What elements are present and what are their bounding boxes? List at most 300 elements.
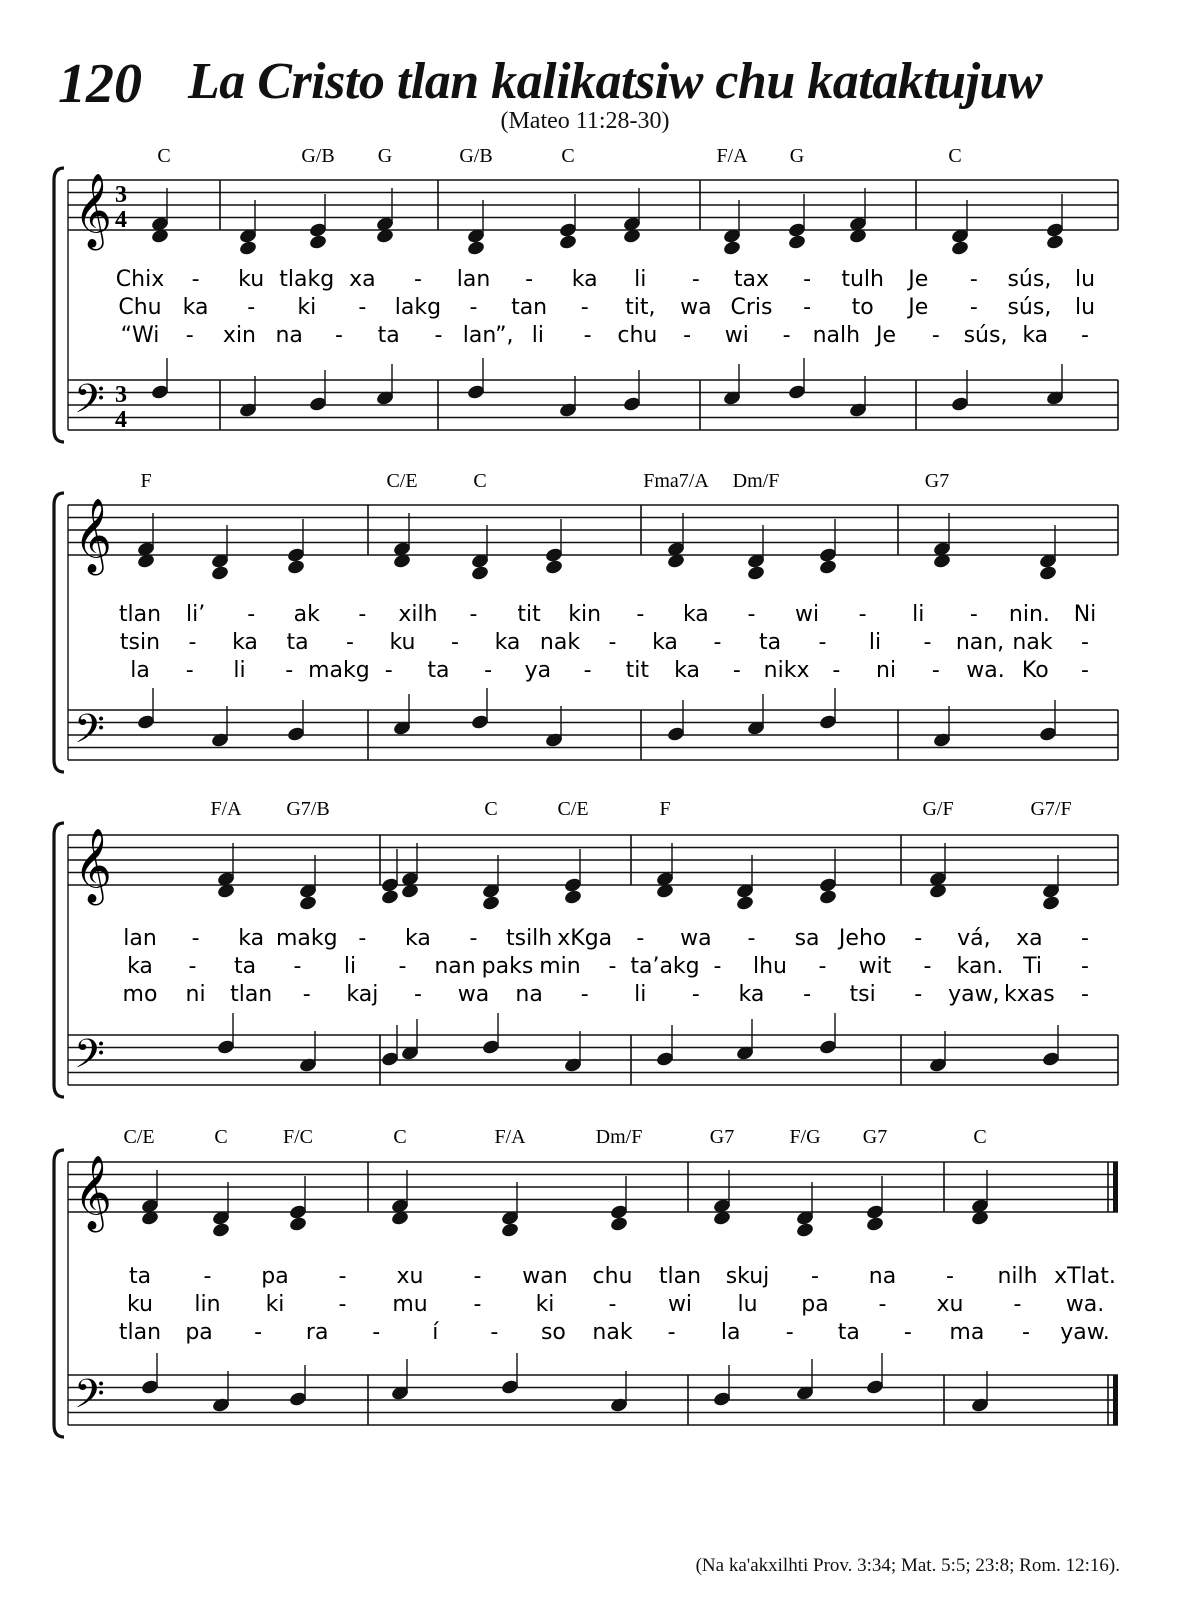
lyric-hyphen: - [338, 1264, 347, 1289]
lyric-syllable: tit, [625, 295, 656, 320]
lyric-syllable: lhu [753, 954, 787, 979]
system-1 [54, 145, 1118, 442]
notehead [467, 240, 485, 256]
lyric-hyphen: - [667, 1320, 676, 1345]
lyric-syllable: wa [457, 982, 490, 1007]
lyric-hyphen: - [580, 295, 589, 320]
lyric-hyphen: - [683, 323, 692, 348]
lyric-hyphen: - [191, 267, 200, 292]
lyric-syllable: tan [511, 295, 548, 320]
lyric-syllable: wa. [1065, 1292, 1105, 1317]
lyric-hyphen: - [931, 658, 940, 683]
notehead [545, 559, 563, 575]
lyric-syllable: Ko [1021, 658, 1049, 683]
lyric-syllable: tit [625, 658, 650, 683]
lyric-hyphen: - [413, 267, 422, 292]
lyric-hyphen: - [691, 267, 700, 292]
chord-symbol: F/C [282, 1126, 314, 1148]
lyric-syllable: li [868, 630, 882, 655]
chord-symbol: C [484, 798, 498, 820]
lyric-syllable: sa [794, 926, 820, 951]
system-bracket [54, 823, 64, 1097]
lyric-hyphen: - [413, 982, 422, 1007]
lyric-syllable: ka [738, 982, 765, 1007]
lyric-syllable: xKga [557, 926, 613, 951]
lyric-syllable: ni [876, 658, 897, 683]
notehead [736, 895, 754, 911]
lyric-hyphen: - [434, 323, 443, 348]
lyric-syllable: ka [682, 602, 709, 627]
notehead [788, 234, 806, 250]
lyric-syllable: wi [667, 1292, 693, 1317]
notehead [564, 889, 582, 905]
treble-clef-icon: 𝄞 [74, 174, 112, 248]
lyric-hyphen: - [636, 602, 645, 627]
lyric-syllable: nan, [955, 630, 1005, 655]
lyric-hyphen: - [832, 658, 841, 683]
lyric-hyphen: - [1081, 323, 1089, 348]
lyric-syllable: kxas [1004, 982, 1055, 1007]
lyric-syllable: lan [123, 926, 157, 951]
lyric-syllable: í [432, 1320, 439, 1345]
lyric-syllable: lin [194, 1292, 221, 1317]
notehead [559, 234, 577, 250]
lyric-syllable: tlan [118, 602, 162, 627]
lyric-syllable: li [531, 323, 545, 348]
lyric-hyphen: - [1081, 926, 1089, 951]
system-3 [54, 798, 1118, 1097]
chord-symbol: C [973, 1126, 987, 1148]
lyric-syllable: tax [733, 267, 770, 292]
lyric-syllable: sús, [963, 323, 1008, 348]
lyric-syllable: ta [286, 630, 309, 655]
footnote-references: (Na ka'akxilhti Prov. 3:34; Mat. 5:5; 23:8; Rom. 12:16). [695, 1555, 1120, 1576]
lyric-syllable: Je [908, 295, 929, 320]
lyric-syllable: tlakg [279, 267, 335, 292]
lyric-hyphen: - [583, 323, 592, 348]
lyric-syllable: sús, [1007, 295, 1052, 320]
lyric-syllable: nak [592, 1320, 633, 1345]
treble-clef-icon: 𝄞 [74, 499, 112, 573]
chord-symbol: G7 [709, 1126, 735, 1148]
lyric-hyphen: - [185, 323, 194, 348]
chord-symbol: G7 [862, 1126, 888, 1148]
lyric-hyphen: - [713, 630, 722, 655]
lyric-syllable: wan [522, 1264, 568, 1289]
lyric-hyphen: - [1021, 1320, 1030, 1345]
lyric-hyphen: - [691, 982, 700, 1007]
lyric-hyphen: - [608, 954, 617, 979]
lyric-hyphen: - [338, 1292, 347, 1317]
notehead [471, 565, 489, 581]
lyric-hyphen: - [914, 982, 923, 1007]
notehead [610, 1216, 628, 1232]
lyric-hyphen: - [302, 982, 311, 1007]
lyric-syllable: nan [434, 954, 476, 979]
lyric-syllable: tulh [841, 267, 884, 292]
notehead [239, 240, 257, 256]
lyric-hyphen: - [334, 323, 343, 348]
notehead [212, 1222, 230, 1238]
final-barline-thick [1113, 1162, 1118, 1212]
chord-symbol: C [157, 145, 171, 167]
lyric-hyphen: - [923, 630, 932, 655]
lyric-syllable: ta [128, 1264, 152, 1289]
lyric-syllable: ki [535, 1292, 555, 1317]
lyric-hyphen: - [247, 295, 256, 320]
chord-symbol: G [377, 145, 393, 167]
lyric-syllable: chu [617, 323, 658, 348]
lyric-syllable: ka [494, 630, 521, 655]
lyric-syllable: xa [349, 267, 376, 292]
lyric-hyphen: - [583, 658, 592, 683]
system-bracket [54, 493, 64, 772]
notehead [482, 895, 500, 911]
lyric-syllable: li [912, 602, 925, 627]
lyric-syllable: ka [652, 630, 678, 655]
lyric-hyphen: - [923, 954, 932, 979]
lyric-hyphen: - [473, 1292, 482, 1317]
notehead [819, 889, 837, 905]
chord-symbol: G/B [301, 145, 335, 167]
lyric-syllable: nak [1012, 630, 1053, 655]
lyric-syllable: ak [293, 602, 320, 627]
lyric-hyphen: - [914, 926, 923, 951]
chord-symbol: C [561, 145, 575, 167]
lyric-syllable: kaj [346, 982, 379, 1007]
chord-symbol: G/F [922, 798, 954, 820]
lyric-syllable: chu [592, 1264, 633, 1289]
lyric-hyphen: - [747, 926, 756, 951]
lyric-syllable: la [720, 1320, 741, 1345]
lyric-syllable: wi [795, 602, 820, 627]
lyric-hyphen: - [608, 630, 617, 655]
lyric-hyphen: - [1081, 954, 1089, 979]
lyric-hyphen: - [969, 267, 978, 292]
lyric-syllable: Ni [1073, 602, 1097, 627]
lyric-syllable: na [275, 323, 303, 348]
lyric-hyphen: - [358, 602, 367, 627]
lyric-syllable: la [130, 658, 150, 683]
lyric-syllable: Je [908, 267, 929, 292]
lyric-syllable: lu [737, 1292, 758, 1317]
lyric-syllable: xu [936, 1292, 964, 1317]
lyric-syllable: xilh [398, 602, 438, 627]
lyric-hyphen: - [713, 954, 722, 979]
notehead [211, 565, 229, 581]
chord-symbol: Dm/F [595, 1126, 643, 1148]
lyric-syllable: ki [265, 1292, 285, 1317]
lyric-syllable: Je [876, 323, 897, 348]
bass-clef-icon: 𝄢 [74, 376, 105, 432]
lyric-syllable: lu [1074, 295, 1096, 320]
bass-clef-icon: 𝄢 [74, 706, 105, 762]
lyric-syllable: xin [222, 323, 257, 348]
lyric-hyphen: - [247, 602, 256, 627]
lyric-syllable: ku [389, 630, 416, 655]
time-signature-bottom: 4 [115, 207, 127, 233]
lyric-syllable: xa [1016, 926, 1043, 951]
chord-symbol: C [948, 145, 962, 167]
lyric-syllable: mo [122, 982, 158, 1007]
chord-symbol: F/A [210, 798, 242, 820]
lyric-hyphen: - [903, 1320, 912, 1345]
lyric-hyphen: - [398, 954, 407, 979]
lyric-hyphen: - [285, 658, 294, 683]
lyric-syllable: tsilh [505, 926, 553, 951]
lyric-syllable: ka [571, 267, 598, 292]
lyric-syllable: makg [275, 926, 338, 951]
time-signature-top: 3 [115, 382, 127, 408]
lyric-hyphen: - [803, 267, 812, 292]
time-signature-bottom: 4 [115, 407, 127, 433]
lyric-syllable: ki [297, 295, 317, 320]
lyric-hyphen: - [785, 1320, 794, 1345]
lyric-syllable: tsin [119, 630, 161, 655]
notehead [866, 1216, 884, 1232]
lyric-syllable: pa [801, 1292, 829, 1317]
lyric-syllable: mu [392, 1292, 428, 1317]
lyric-syllable: li [634, 982, 647, 1007]
lyric-hyphen: - [484, 658, 493, 683]
lyric-hyphen: - [451, 630, 459, 655]
chord-symbol: G/B [459, 145, 493, 167]
chord-symbol: F/A [716, 145, 748, 167]
system-4 [54, 1126, 1118, 1437]
lyric-hyphen: - [188, 954, 197, 979]
lyric-syllable: lan [456, 267, 491, 292]
time-signature-top: 3 [115, 182, 127, 208]
lyric-hyphen: - [878, 1292, 887, 1317]
notehead [289, 1216, 307, 1232]
chord-symbol: C [393, 1126, 407, 1148]
lyric-syllable: ka [674, 658, 701, 683]
lyric-hyphen: - [254, 1320, 263, 1345]
lyric-syllable: wi [724, 323, 749, 348]
lyric-syllable: kan. [956, 954, 1004, 979]
notehead [796, 1222, 814, 1238]
lyric-syllable: pa [185, 1320, 213, 1345]
lyric-syllable: Jeho [838, 926, 887, 951]
lyric-syllable: wit [858, 954, 892, 979]
system-bracket [54, 168, 64, 442]
lyric-hyphen: - [636, 926, 645, 951]
lyric-syllable: ta [233, 954, 257, 979]
lyric-syllable: sús, [1007, 267, 1052, 292]
lyric-syllable: tlan [658, 1264, 702, 1289]
lyric-syllable: li [233, 658, 246, 683]
lyric-hyphen: - [473, 1264, 482, 1289]
chord-symbol: C/E [557, 798, 589, 820]
lyric-syllable: tsi [849, 982, 876, 1007]
system-bracket [54, 1150, 64, 1437]
lyric-syllable: Chix [115, 267, 165, 292]
lyric-syllable: wa. [966, 658, 1005, 683]
lyric-hyphen: - [358, 295, 367, 320]
lyric-hyphen: - [191, 926, 200, 951]
lyric-syllable: li’ [185, 602, 206, 627]
notehead [309, 234, 327, 250]
hymn-number: 120 [58, 53, 142, 115]
lyric-hyphen: - [469, 295, 478, 320]
lyric-syllable: tlan [118, 1320, 162, 1345]
lyric-syllable: tlan [230, 982, 273, 1007]
lyric-syllable: ya [524, 658, 552, 683]
lyric-hyphen: - [1081, 982, 1089, 1007]
lyric-syllable: nak [539, 630, 581, 655]
lyric-hyphen: - [469, 926, 478, 951]
lyric-syllable: paks [481, 954, 534, 979]
lyric-syllable: ta [377, 323, 400, 348]
lyric-syllable: so [540, 1320, 566, 1345]
lyric-syllable: ra [305, 1320, 329, 1345]
lyric-syllable: vá, [957, 926, 991, 951]
lyric-syllable: na [868, 1264, 897, 1289]
lyric-syllable: ku [238, 267, 265, 292]
lyric-syllable: ka [127, 954, 153, 979]
lyric-syllable: makg [308, 658, 370, 683]
notehead [1039, 565, 1057, 581]
lyric-syllable: ta [758, 630, 782, 655]
notehead [287, 559, 305, 575]
lyric-hyphen: - [858, 602, 867, 627]
lyric-syllable: lu [1074, 267, 1096, 292]
lyric-hyphen: - [490, 1320, 499, 1345]
lyric-syllable: li [634, 267, 647, 292]
chord-symbol: F [140, 470, 152, 492]
chord-symbol: Dm/F [732, 470, 780, 492]
lyric-hyphen: - [1081, 658, 1089, 683]
lyric-hyphen: - [358, 926, 367, 951]
notehead [951, 240, 969, 256]
lyric-syllable: yaw. [1060, 1320, 1110, 1345]
lyric-hyphen: - [782, 323, 791, 348]
final-barline-thick [1113, 1375, 1118, 1425]
lyric-syllable: ka [182, 295, 209, 320]
lyric-syllable: na [515, 982, 543, 1007]
lyric-hyphen: - [1013, 1292, 1022, 1317]
notehead [723, 240, 741, 256]
bass-clef-icon: 𝄢 [74, 1031, 105, 1087]
notehead [501, 1222, 519, 1238]
treble-clef-icon: 𝄞 [74, 829, 112, 903]
lyric-hyphen: - [525, 267, 534, 292]
lyric-syllable: nalh [812, 323, 861, 348]
notehead [381, 889, 399, 905]
lyric-hyphen: - [580, 982, 589, 1007]
lyric-syllable: yaw, [948, 982, 1000, 1007]
lyric-hyphen: - [931, 323, 940, 348]
lyric-hyphen: - [969, 295, 978, 320]
chord-symbol: Fma7/A [643, 470, 709, 492]
lyric-syllable: nin. [1008, 602, 1050, 627]
lyric-syllable: skuj [725, 1264, 770, 1289]
chord-symbol: G7/F [1030, 798, 1072, 820]
lyric-syllable: ka [1022, 323, 1049, 348]
lyric-hyphen: - [1081, 630, 1089, 655]
lyric-hyphen: - [811, 1264, 819, 1289]
lyric-hyphen: - [946, 1264, 954, 1289]
chord-symbol: G7 [924, 470, 950, 492]
lyric-syllable: xu [396, 1264, 424, 1289]
lyric-syllable: “Wi [120, 323, 160, 348]
lyric-hyphen: - [818, 630, 827, 655]
notehead [1046, 234, 1064, 250]
lyric-hyphen: - [188, 630, 197, 655]
lyric-syllable: ta [837, 1320, 860, 1345]
lyric-hyphen: - [803, 982, 812, 1007]
chord-symbol: C [214, 1126, 228, 1148]
bass-clef-icon: 𝄢 [74, 1371, 105, 1427]
lyric-syllable: ku [126, 1292, 154, 1317]
lyric-syllable: ta [427, 658, 450, 683]
chord-symbol: C/E [123, 1126, 155, 1148]
chord-symbol: C/E [386, 470, 418, 492]
system-2 [54, 470, 1118, 772]
chord-symbol: F/A [494, 1126, 526, 1148]
notehead [819, 559, 837, 575]
notehead [747, 565, 765, 581]
chord-symbol: F [659, 798, 671, 820]
lyric-syllable: nilh [997, 1264, 1038, 1289]
lyric-syllable: wa [680, 295, 712, 320]
lyric-hyphen: - [185, 658, 194, 683]
lyric-hyphen: - [469, 602, 478, 627]
lyric-syllable: li [343, 954, 357, 979]
lyric-hyphen: - [293, 954, 302, 979]
lyric-syllable: ka [232, 630, 258, 655]
notehead [299, 895, 317, 911]
lyric-syllable: lan”, [462, 323, 514, 348]
lyric-hyphen: - [803, 295, 812, 320]
lyric-syllable: kin [568, 602, 602, 627]
scripture-reference: (Mateo 11:28-30) [500, 108, 670, 134]
hymn-title: La Cristo tlan kalikatsiw chu kataktujuw [188, 53, 1043, 110]
lyric-syllable: nikx [763, 658, 810, 683]
lyric-syllable: Chu [118, 295, 162, 320]
chord-symbol: F/G [789, 1126, 821, 1148]
lyric-hyphen: - [818, 954, 827, 979]
lyric-syllable: pa [261, 1264, 289, 1289]
lyric-hyphen: - [384, 658, 393, 683]
lyric-hyphen: - [346, 630, 354, 655]
lyric-hyphen: - [732, 658, 741, 683]
lyric-syllable: ka [405, 926, 431, 951]
lyric-syllable: Cris [730, 295, 773, 320]
lyric-syllable: wa [680, 926, 712, 951]
lyric-syllable: Ti [1023, 954, 1042, 979]
notehead [1042, 895, 1060, 911]
treble-clef-icon: 𝄞 [74, 1156, 112, 1230]
lyric-syllable: min [539, 954, 581, 979]
lyric-syllable: ta’akg [630, 954, 700, 979]
lyric-syllable: to [851, 295, 874, 320]
lyric-syllable: tit [517, 602, 541, 627]
chord-symbol: G [789, 145, 805, 167]
lyric-hyphen: - [608, 1292, 617, 1317]
chord-symbol: C [473, 470, 487, 492]
lyric-syllable: xTlat. [1054, 1264, 1116, 1289]
lyric-syllable: ka [238, 926, 265, 951]
lyric-hyphen: - [372, 1320, 381, 1345]
chord-symbol: G7/B [286, 798, 330, 820]
lyric-hyphen: - [747, 602, 756, 627]
lyric-syllable: lakg [394, 295, 442, 320]
lyric-syllable: ma [949, 1320, 985, 1345]
lyric-syllable: ni [185, 982, 206, 1007]
lyric-hyphen: - [203, 1264, 212, 1289]
lyric-hyphen: - [969, 602, 978, 627]
